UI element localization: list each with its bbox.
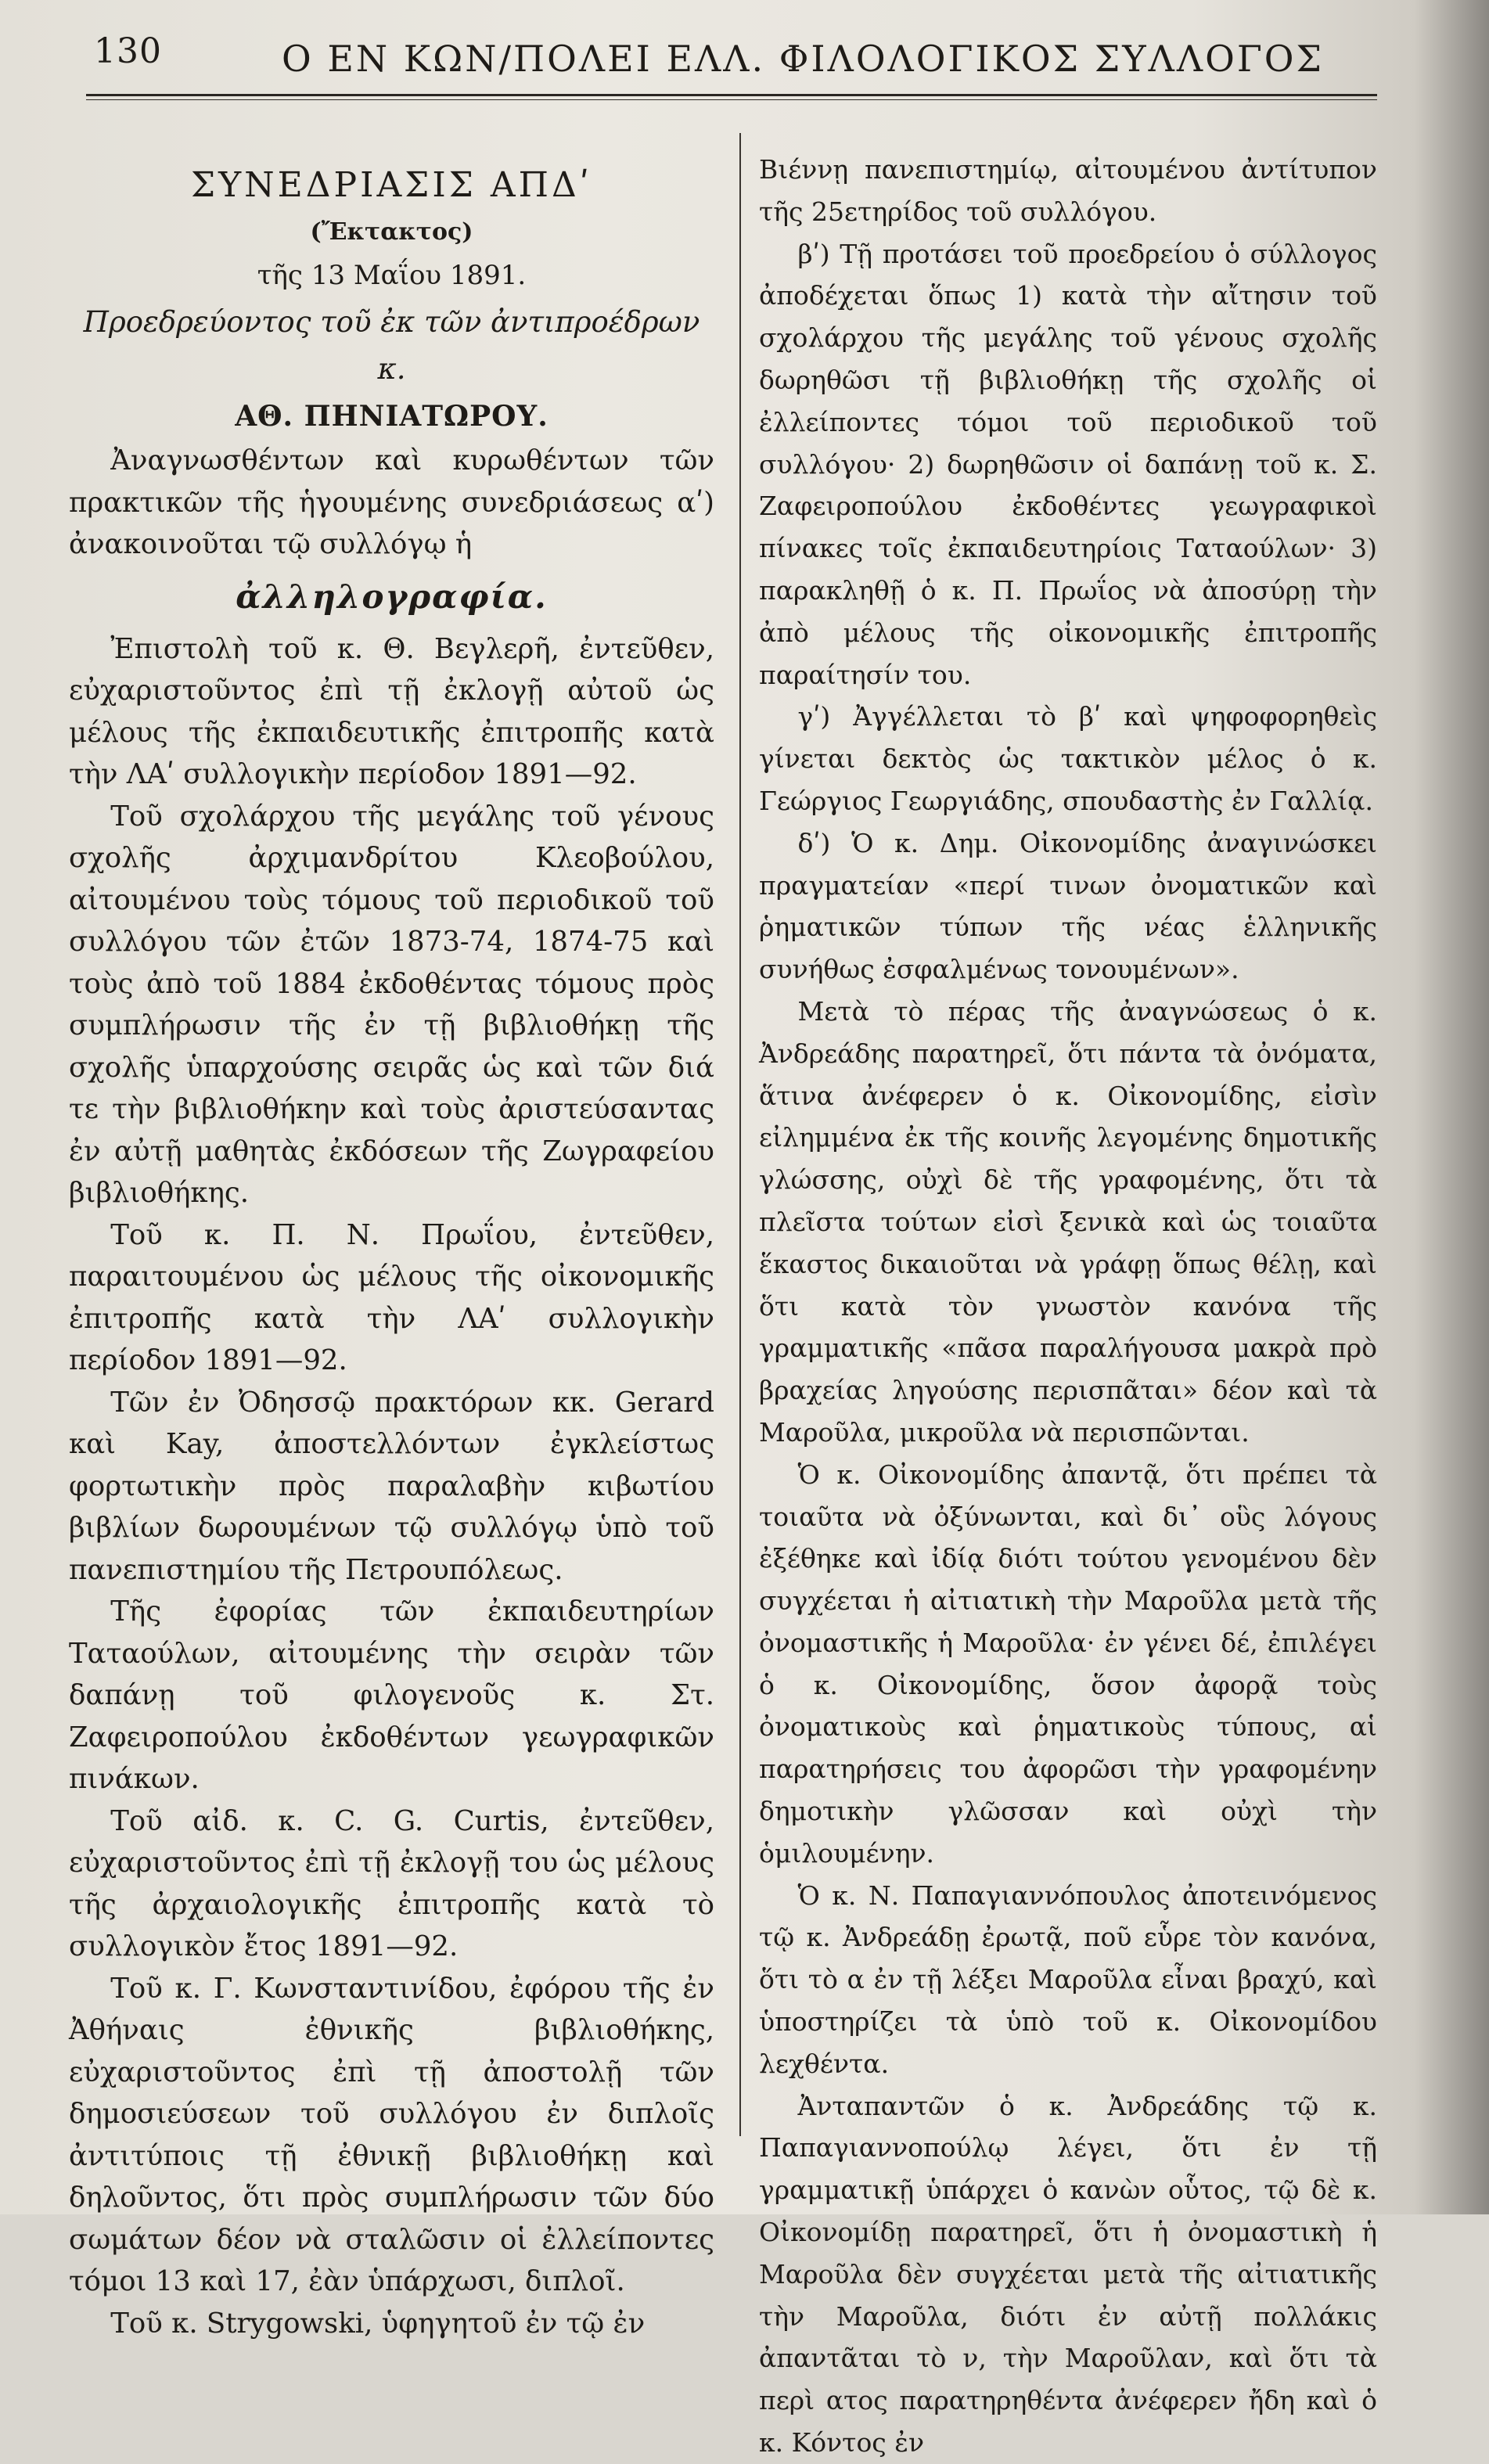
section-title: ἀλληλογραφία.	[236, 577, 548, 616]
paragraph: δʹ) Ὁ κ. Δημ. Οἰκονομίδης ἀναγινώσκει πραγματείαν «περί τινων ὀνοματικῶν καὶ ῥηματικῶν τύπων τῆς νέας ἑλληνικῆς συνήθως ἐσφαλμένως τονουμένων».	[759, 827, 1377, 985]
session-subtitle: (Ἔκτακτος)	[310, 218, 473, 246]
paragraph: Ἀνταπαντῶν ὁ κ. Ἀνδρεάδης τῷ κ. Παπαγιαννοπούλῳ λέγει, ὅτι ἐν τῇ γραμματικῇ ὑπάρχει ὁ κανὼν οὗτος, τῷ δὲ κ. Οἰκονομίδῃ παρατηρεῖ, ὅτι ἡ ὀνομαστικὴ ἡ Μαροῦλα δὲν συγχέεται μετὰ τῆς αἰτιατικῆς τὴν Μαροῦλα, διότι ἐν αὐτῇ πολλάκις ἀπαντᾶται τὸ ν, τὴν Μαροῦλαν, καὶ ὅτι τὰ περὶ ατος παρατηρηθέντα ἀνέφερεν ἤδη καὶ ὁ κ. Κόντος ἐν	[759, 2090, 1377, 2459]
paragraph: Τοῦ σχολάρχου τῆς μεγάλης τοῦ γένους σχολῆς ἀρχιμανδρίτου Κλεοβούλου, αἰτουμένου τοὺς τόμους τοῦ περιοδικοῦ τοῦ συλλόγου τῶν ἐτῶν 1873-74, 1874-75 καὶ τοὺς ἀπὸ τοῦ 1884 ἐκδοθέντας τόμους πρὸς συμπλήρωσιν τῆς ἐν τῇ βιβλιοθήκῃ τῆς σχολῆς ὑπαρχούσης σειρᾶς ὡς καὶ τῶν διά τε τὴν βιβλιοθήκην καὶ τοὺς ἀριστεύσαντας ἐν αὐτῇ μαθητὰς ἐκδόσεων τῆς Ζωγραφείου βιβλιοθήκης.	[69, 800, 714, 1209]
intro-paragraph: Ἀναγνωσθέντων καὶ κυρωθέντων τῶν πρακτικῶν τῆς ἡγουμένης συνεδριάσεως αʹ) ἀνακοινοῦται τῷ συλλόγῳ ἡ	[69, 444, 714, 560]
page-number: 130	[94, 31, 162, 71]
presiding-line: Προεδρεύοντος τοῦ ἐκ τῶν ἀντιπροέδρων κ.	[83, 305, 700, 386]
paragraph: Τοῦ κ. Π. Ν. Πρωΐου, ἐντεῦθεν, παραιτουμένου ὡς μέλους τῆς οἰκονομικῆς ἐπιτροπῆς κατὰ τὴν ΛΑʹ συλλογικὴν περίοδον 1891—92.	[69, 1218, 714, 1376]
paragraph: Ὁ κ. Οἰκονομίδης ἀπαντᾷ, ὅτι πρέπει τὰ τοιαῦτα νὰ ὀξύνωνται, καὶ δι᾽ οὓς λόγους ἐξέθηκε καὶ ἰδίᾳ διότι τούτου γενομένου δὲν συγχέεται ἡ αἰτιατικὴ τὴν Μαροῦλα μετὰ τῆς ὀνομαστικῆς ἡ Μαροῦλα· ἐν γένει δέ, ἐπιλέγει ὁ κ. Οἰκονομίδης, ὅσον ἀφορᾷ τοὺς ὀνοματικοὺς καὶ ῥηματικοὺς τύπους, αἱ παρατηρήσεις του ἀφορῶσι τὴν γραφομένην δημοτικὴν γλῶσσαν καὶ οὐχὶ τὴν ὁμιλουμένην.	[759, 1459, 1377, 1869]
paragraph: Τοῦ αἰδ. κ. C. G. Curtis, ἐντεῦθεν, εὐχαριστοῦντος ἐπὶ τῇ ἐκλογῇ του ὡς μέλους τῆς ἀρχαιολογικῆς ἐπιτροπῆς κατὰ τὸ συλλογικὸν ἔτος 1891—92.	[69, 1804, 714, 1962]
paragraph: Βιέννῃ πανεπιστημίῳ, αἰτουμένου ἀντίτυπον τῆς 25ετηρίδος τοῦ συλλόγου.	[759, 154, 1377, 227]
paragraph: γʹ) Ἀγγέλλεται τὸ βʹ καὶ ψηφοφορηθεὶς γίνεται δεκτὸς ὡς τακτικὸν μέλος ὁ κ. Γεώργιος Γεωργιάδης, σπουδαστὴς ἐν Γαλλίᾳ.	[759, 701, 1377, 816]
column-divider	[739, 133, 741, 2136]
paragraph: Τῶν ἐν Ὀδησσῷ πρακτόρων κκ. Gerard καὶ Kay, ἀποστελλόντων ἐγκλείστως φορτωτικὴν πρὸς παραλαβὴν κιβωτίου βιβλίων δωρουμένων τῷ συλλόγῳ ὑπὸ τοῦ πανεπιστημίου τῆς Πετρουπόλεως.	[69, 1386, 714, 1586]
paragraph: βʹ) Τῇ προτάσει τοῦ προεδρείου ὁ σύλλογος ἀποδέχεται ὅπως 1) κατὰ τὴν αἴτησιν τοῦ σχολάρχου τῆς μεγάλης τοῦ γένους σχολῆς δωρηθῶσι τῇ βιβλιοθήκῃ τῆς σχολῆς οἱ ἐλλείποντες τόμοι τοῦ περιοδικοῦ τοῦ συλλόγου· 2) δωρηθῶσιν οἱ δαπάνῃ τοῦ κ. Σ. Ζαφειροπούλου ἐκδοθέντες γεωγραφικοὶ πίνακες τοῖς ἐκπαιδευτηρίοις Ταταούλων· 3) παρακληθῇ ὁ κ. Π. Πρωΐος νὰ ἀποσύρῃ τὴν ἀπὸ μέλους τῆς οἰκονομικῆς ἐπιτροπῆς παραίτησίν του.	[759, 238, 1377, 690]
header-rule	[86, 94, 1377, 100]
session-title: ΣΥΝΕΔΡΙΑΣΙΣ ΑΠΔʹ	[190, 165, 593, 205]
paragraph: Ὁ κ. Ν. Παπαγιαννόπουλος ἀποτεινόμενος τῷ κ. Ἀνδρεάδῃ ἐρωτᾷ, ποῦ εὗρε τὸν κανόνα, ὅτι τὸ α ἐν τῇ λέξει Μαροῦλα εἶναι βραχύ, καὶ ὑποστηρίζει τὰ ὑπὸ τοῦ κ. Οἰκονομίδου λεχθέντα.	[759, 1879, 1377, 2079]
paragraph: Μετὰ τὸ πέρας τῆς ἀναγνώσεως ὁ κ. Ἀνδρεάδης παρατηρεῖ, ὅτι πάντα τὰ ὀνόματα, ἅτινα ἀνέφερεν ὁ κ. Οἰκονομίδης, εἰσὶν εἰλημμένα ἐκ τῆς κοινῆς λεγομένης δημοτικῆς γλώσσης, οὐχὶ δὲ τῆς γραφομένης, ὅτι τὰ πλεῖστα τούτων εἰσὶ ξενικὰ καὶ ὡς τοιαῦτα ἕκαστος δικαιοῦται νὰ γράφῃ ὅπως θέλῃ, καὶ ὅτι κατὰ τὸν γνωστὸν κανόνα τῆς γραμματικῆς «πᾶσα παραλήγουσα μακρὰ πρὸ βραχείας ληγούσης περισπᾶται» δέον καὶ τὰ Μαροῦλα, μικροῦλα νὰ περισπῶνται.	[759, 995, 1377, 1448]
paragraph: Τῆς ἐφορίας τῶν ἐκπαιδευτηρίων Ταταούλων, αἰτουμένης τὴν σειρὰν τῶν δαπάνῃ τοῦ φιλογενοῦς κ. Στ. Ζαφειροπούλου ἐκδοθέντων γεωγραφικῶν πινάκων.	[69, 1595, 714, 1795]
paragraph: Τοῦ κ. Γ. Κωνσταντινίδου, ἐφόρου τῆς ἐν Ἀθήναις ἐθνικῆς βιβλιοθήκης, εὐχαριστοῦντος ἐπὶ τῇ ἀποστολῇ τῶν δημοσιεύσεων τοῦ συλλόγου ἐν διπλοῖς ἀντιτύποις τῇ ἐθνικῇ βιβλιοθήκῃ καὶ δηλοῦντος, ὅτι πρὸς συμπλήρωσιν τῶν δύο σωμάτων δέον νὰ σταλῶσιν οἱ ἐλλείποντες τόμοι 13 καὶ 17, ἐὰν ὑπάρχωσι, διπλοῖ.	[69, 1972, 714, 2297]
right-column	[759, 149, 1377, 2464]
running-title: Ο ΕΝ ΚΩΝ/ΠΟΛΕΙ ΕΛΛ. ΦΙΛΟΛΟΓΙΚΟΣ ΣΥΛΛΟΓΟΣ	[282, 38, 1324, 80]
paragraph: Τοῦ κ. Strygowski, ὑφηγητοῦ ἐν τῷ ἐν	[110, 2307, 646, 2340]
left-column	[69, 149, 714, 2344]
session-date: τῆς 13 Μαΐου 1891.	[257, 260, 527, 291]
paragraph: Ἐπιστολὴ τοῦ κ. Θ. Βεγλερῆ, ἐντεῦθεν, εὐχαριστοῦντος ἐπὶ τῇ ἐκλογῇ αὐτοῦ ὡς μέλους τῆς ἐκπαιδευτικῆς ἐπιτροπῆς κατὰ τὴν ΛΑʹ συλλογικὴν περίοδον 1891—92.	[69, 632, 714, 790]
presiding-name: ΑΘ. ΠΗΝΙΑΤΩΡΟΥ.	[235, 400, 548, 433]
page-header	[86, 22, 1377, 92]
